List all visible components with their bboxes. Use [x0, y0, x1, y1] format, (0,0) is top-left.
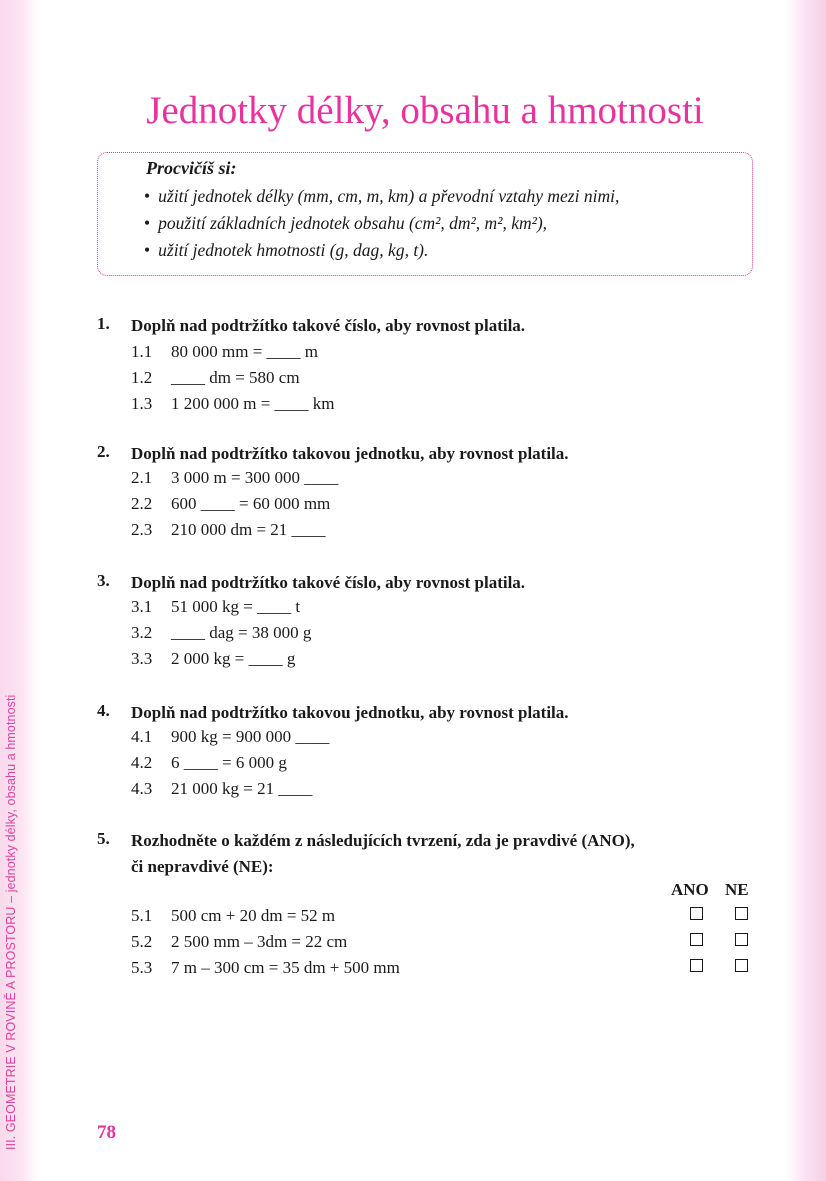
task-number: 1. [97, 314, 110, 333]
exercise-text: ____ dm = 580 cm [171, 368, 300, 387]
task-instruction-line1: Rozhodněte o každém z následujících tvrzení, zda je pravdivé (ANO), [131, 831, 635, 850]
goal-item: • užití jednotek hmotnosti (g, dag, kg, t). [144, 237, 619, 264]
exercise-text: ____ dag = 38 000 g [171, 623, 312, 642]
right-page-edge [786, 0, 826, 1181]
exercise-text: 3 000 m = 300 000 ____ [171, 468, 339, 487]
exercise-item [131, 779, 312, 799]
exercise-number: 4.1 [131, 727, 153, 746]
exercise-number: 1.1 [131, 342, 153, 361]
exercise-number: 4.3 [131, 779, 153, 798]
exercise-number: 1.3 [131, 394, 153, 413]
page-title: Jednotky délky, obsahu a hmotnosti [146, 89, 704, 132]
exercise-item [131, 368, 300, 388]
exercise-number: 3.2 [131, 623, 153, 642]
exercise-item [131, 494, 330, 514]
checkbox-5-2-no[interactable] [735, 933, 748, 946]
no-column-header: NE [725, 880, 749, 899]
exercise-number: 1.2 [131, 368, 153, 387]
exercise-number: 5.1 [131, 906, 153, 925]
exercise-number: 2.2 [131, 494, 153, 513]
exercise-text: 2 500 mm – 3dm = 22 cm [171, 932, 348, 951]
goals-heading: Procvičíš si: [146, 158, 237, 178]
task-number: 2. [97, 442, 110, 461]
checkbox-5-1-yes[interactable] [690, 907, 703, 920]
task-number: 4. [97, 701, 110, 720]
page-number: 78 [97, 1122, 116, 1143]
exercise-item [131, 753, 287, 773]
exercise-text: 7 m – 300 cm = 35 dm + 500 mm [171, 958, 400, 977]
goals-list [144, 183, 619, 264]
exercise-text: 900 kg = 900 000 ____ [171, 727, 330, 746]
exercise-text: 51 000 kg = ____ t [171, 597, 301, 616]
task-number: 3. [97, 571, 110, 590]
task-number: 5. [97, 829, 110, 848]
checkbox-5-3-no[interactable] [735, 959, 748, 972]
exercise-text: 2 000 kg = ____ g [171, 649, 296, 668]
exercise-item [131, 597, 300, 617]
exercise-number: 3.3 [131, 649, 153, 668]
checkbox-5-2-yes[interactable] [690, 933, 703, 946]
exercise-item [131, 623, 311, 643]
exercise-text: 1 200 000 m = ____ km [171, 394, 335, 413]
exercise-text: 210 000 dm = 21 ____ [171, 520, 326, 539]
goal-item: • užití jednotek délky (mm, cm, m, km) a převodní vztahy mezi nimi, [144, 183, 619, 210]
task-instruction: Doplň nad podtržítko takové číslo, aby rovnost platila. [131, 316, 526, 335]
goals-box [97, 152, 753, 276]
goal-item: • použití základních jednotek obsahu (cm², dm², m², km²), [144, 210, 619, 237]
task-instruction: Doplň nad podtržítko takové číslo, aby rovnost platila. [131, 573, 526, 592]
exercise-text: 21 000 kg = 21 ____ [171, 779, 313, 798]
exercise-item [131, 906, 335, 926]
exercise-item [131, 342, 318, 362]
exercise-item [131, 932, 347, 952]
exercise-number: 4.2 [131, 753, 153, 772]
exercise-number: 5.3 [131, 958, 153, 977]
exercise-item [131, 394, 335, 414]
checkbox-5-1-no[interactable] [735, 907, 748, 920]
exercise-item [131, 468, 338, 488]
task-instruction: Doplň nad podtržítko takovou jednotku, aby rovnost platila. [131, 703, 569, 722]
task-instruction-line2: či nepravdivé (NE): [131, 857, 274, 876]
exercise-item [131, 958, 400, 978]
exercise-text: 6 ____ = 6 000 g [171, 753, 287, 772]
exercise-text: 80 000 mm = ____ m [171, 342, 319, 361]
task-instruction: Doplň nad podtržítko takovou jednotku, aby rovnost platila. [131, 444, 569, 463]
exercise-number: 2.3 [131, 520, 153, 539]
exercise-item [131, 520, 326, 540]
exercise-number: 2.1 [131, 468, 153, 487]
exercise-item [131, 649, 295, 669]
yes-column-header: ANO [671, 880, 709, 899]
checkbox-5-3-yes[interactable] [690, 959, 703, 972]
exercise-item [131, 727, 329, 747]
exercise-number: 3.1 [131, 597, 153, 616]
exercise-text: 500 cm + 20 dm = 52 m [171, 906, 336, 925]
chapter-side-label: III. GEOMETRIE V ROVINĚ A PROSTORU – jednotky délky, obsahu a hmotnosti [4, 694, 18, 1150]
exercise-number: 5.2 [131, 932, 153, 951]
exercise-text: 600 ____ = 60 000 mm [171, 494, 331, 513]
